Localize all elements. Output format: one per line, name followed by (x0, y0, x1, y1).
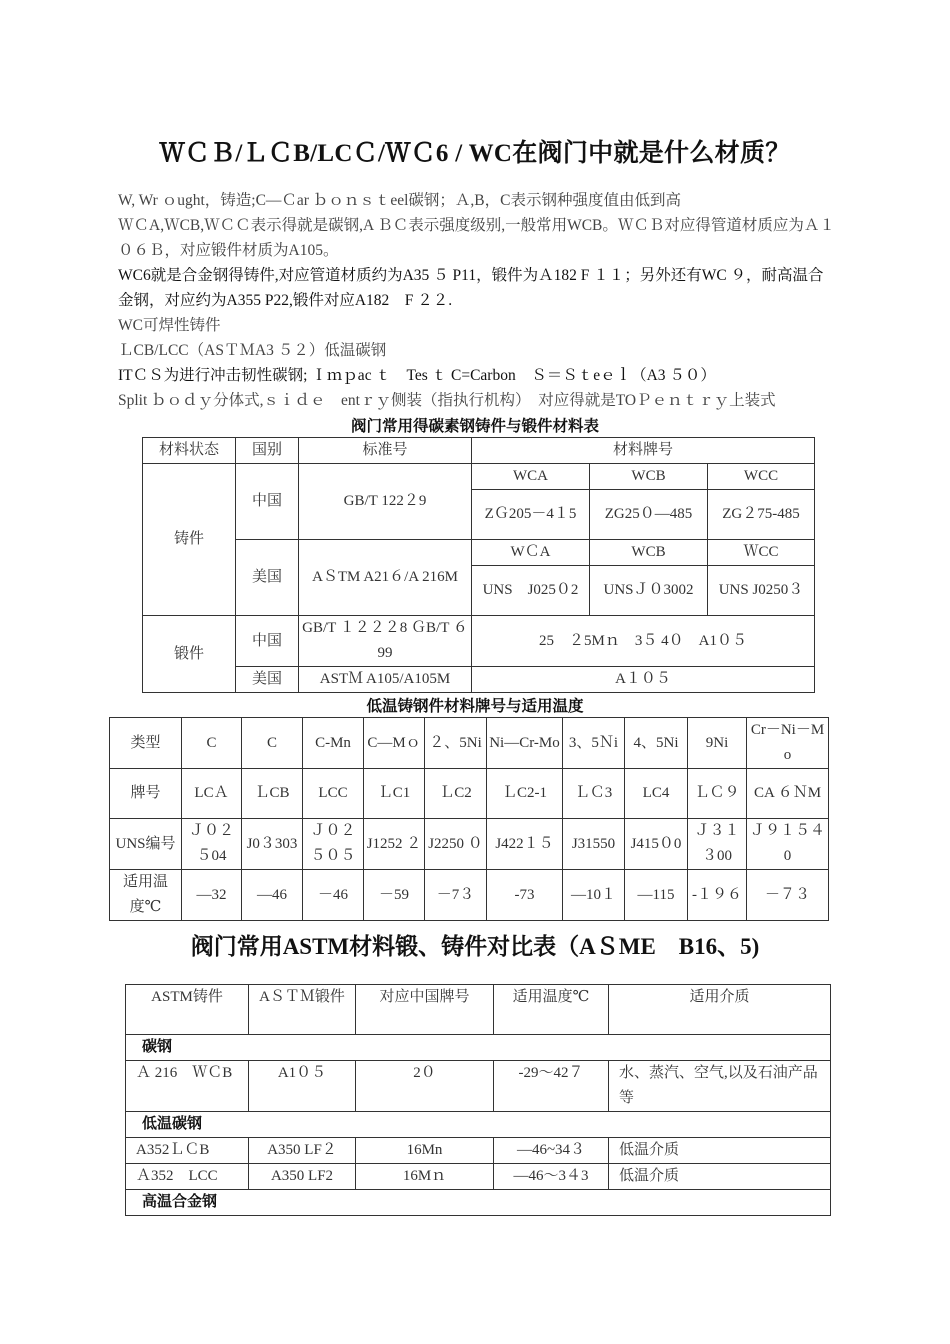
paragraph-1: W, Wr ｏught，铸造;C—Ｃar ｂｏｎｓｔeel碳钢；Ａ,B，C表示钢种强度值由低到高 (118, 192, 681, 209)
data-cell: 低温介质 (609, 1164, 831, 1190)
standard-cell: GB/T １２２２8 ＧB/T ６99 (299, 616, 472, 667)
intro-text (118, 188, 836, 413)
data-cell: —46~34３ (494, 1138, 609, 1164)
grade-cell: UNS J025０2 (472, 566, 590, 616)
grade-cell: ＬC1 (364, 769, 425, 819)
header-cell: 对应中国牌号 (356, 985, 494, 1035)
type-cell: ２、5Ni (425, 718, 487, 769)
data-cell: —46～3４3 (494, 1164, 609, 1190)
data-cell: -29～42７ (494, 1061, 609, 1112)
table3-heading: 阀门常用ASTM材料锻、铸件对比表（AＳME B16、5) (190, 934, 760, 959)
table-row (126, 1061, 831, 1112)
country-cell: 美国 (236, 540, 299, 616)
grade-cell: ＬＣ3 (563, 769, 625, 819)
table-row (126, 1138, 831, 1164)
standard-cell: GB/T 122２9 (299, 464, 472, 540)
grade-header: ＷCC (708, 540, 815, 566)
un-cell: J422１５ (487, 819, 563, 870)
type-cell: Ni—Cr-Mo (487, 718, 563, 769)
header-cell: 适用介质 (609, 985, 831, 1035)
section-header: 高温合金钢 (126, 1190, 831, 1216)
type-cell: C—Mｏ (364, 718, 425, 769)
row-label: UNS编号 (110, 819, 182, 870)
paragraph-7: Split ｂｏｄｙ分体式,ｓｉｄｅ entｒｙ侧装（指执行机构） 对应得就是TOＰｅｎｔｒｙ上装式 (118, 392, 776, 409)
country-cell: 美国 (236, 667, 299, 693)
grade-header: WCA (472, 464, 590, 490)
header-cell: 标准号 (299, 438, 472, 464)
country-cell: 中国 (236, 464, 299, 540)
grade-cell: ZＧ205－4１5 (472, 490, 590, 540)
temp-cell: —115 (625, 870, 688, 921)
grade-cell: UNS J0250３ (708, 566, 815, 616)
temp-cell: -１９６ (688, 870, 747, 921)
standard-cell: AＳTM A21６/A 216M (299, 540, 472, 616)
forging-label: 锻件 (143, 616, 236, 693)
un-cell: Ｊ０２５04 (182, 819, 242, 870)
grade-header: WＣA (472, 540, 590, 566)
standard-cell: ASTＭ A105/A105M (299, 667, 472, 693)
carbon-steel-table (142, 437, 815, 693)
header-cell: ASTM铸件 (126, 985, 249, 1035)
type-cell: C (242, 718, 303, 769)
casting-label: 铸件 (143, 464, 236, 616)
temp-cell: －7３ (425, 870, 487, 921)
temp-cell: －46 (303, 870, 364, 921)
data-cell: A350 LF２ (249, 1138, 356, 1164)
row-label: 牌号 (110, 769, 182, 819)
grade-cell: UNSＪ０3002 (590, 566, 708, 616)
type-cell: C-Mn (303, 718, 364, 769)
grade-cell: LCＡ (182, 769, 242, 819)
type-cell: C (182, 718, 242, 769)
header-cell: 国别 (236, 438, 299, 464)
temp-cell: —46 (242, 870, 303, 921)
data-cell: 16Mｎ (356, 1164, 494, 1190)
data-cell: A350 LF2 (249, 1164, 356, 1190)
grade-cell: LC4 (625, 769, 688, 819)
country-cell: 中国 (236, 616, 299, 667)
grade-cell: ＬCB (242, 769, 303, 819)
type-cell: 3、5Ｎi (563, 718, 625, 769)
un-cell: Ｊ９１５４0 (747, 819, 829, 870)
header-cell: 材料牌号 (472, 438, 815, 464)
astm-comparison-table (125, 984, 831, 1216)
un-cell: J31550 (563, 819, 625, 870)
section-header: 碳钢 (126, 1035, 831, 1061)
data-cell: 低温介质 (609, 1138, 831, 1164)
header-cell: AＳＴＭ锻件 (249, 985, 356, 1035)
data-cell: 2０ (356, 1061, 494, 1112)
temp-cell: -73 (487, 870, 563, 921)
data-cell: 水、蒸汽、空气,以及石油产品等 (609, 1061, 831, 1112)
grade-cell: A１０５ (472, 667, 815, 693)
table2-caption: 低温铸钢件材料牌号与适用温度 (366, 698, 584, 715)
data-cell: Ａ352 LCC (126, 1164, 249, 1190)
un-cell: Ｊ３１３00 (688, 819, 747, 870)
type-cell: Cr－Ni－Mo (747, 718, 829, 769)
grade-cell: ＬC2-1 (487, 769, 563, 819)
table-row (126, 1164, 831, 1190)
grade-header: WCB (590, 540, 708, 566)
temp-cell: －59 (364, 870, 425, 921)
data-cell: A352ＬＣB (126, 1138, 249, 1164)
grade-cell: LCC (303, 769, 364, 819)
paragraph-5: ＬCB/LCC（ASＴＭA3 ５２）低温碳钢 (118, 342, 387, 359)
grade-cell: ZG25０—485 (590, 490, 708, 540)
grade-header: WCB (590, 464, 708, 490)
section-header: 低温碳钢 (126, 1112, 831, 1138)
un-cell: J2250 ０ (425, 819, 487, 870)
un-cell: J1252 ２ (364, 819, 425, 870)
grade-cell: CA ６ＮM (747, 769, 829, 819)
header-cell: 适用温度℃ (494, 985, 609, 1035)
temp-cell: —32 (182, 870, 242, 921)
un-cell: J415０0 (625, 819, 688, 870)
header-cell: 材料状态 (143, 438, 236, 464)
type-cell: 4、5Ni (625, 718, 688, 769)
low-temp-steel-table (109, 717, 829, 921)
data-cell: Ａ 216 ＷＣB (126, 1061, 249, 1112)
grade-header: WCC (708, 464, 815, 490)
paragraph-6: ITＣＳ为进行冲击韧性碳钢; Ｉｍｐac ｔ Tes ｔ C=Carbon Ｓ＝Ｓｔeｅｌ（A3 ５０） (118, 367, 716, 384)
data-cell: A1０５ (249, 1061, 356, 1112)
un-cell: J0３303 (242, 819, 303, 870)
temp-cell: —10１ (563, 870, 625, 921)
table1-caption: 阀门常用得碳素钢铸件与锻件材料表 (350, 418, 599, 435)
un-cell: Ｊ０２５０５ (303, 819, 364, 870)
grade-cell: 25 ２5Mｎ 3５ 4０ A1０５ (472, 616, 815, 667)
data-cell: 16Mn (356, 1138, 494, 1164)
row-label: 类型 (110, 718, 182, 769)
grade-cell: ＬC2 (425, 769, 487, 819)
paragraph-2: ＷＣA,ＷCB,ＷＣＣ表示得就是碳钢,A ＢＣ表示强度级别,一般常用WCB。ＷＣＢ对应得管道材质应为Ａ１０６Ｂ，对应锻件材质为A105。 (118, 217, 835, 259)
paragraph-4: WC可焊性铸件 (118, 317, 221, 334)
page-title: ＷＣＢ/ＬＣB/LCＣ/ＷＣ6 / WC在阀门中就是什么材质？ (159, 140, 791, 167)
grade-cell: ＬＣ９ (688, 769, 747, 819)
type-cell: 9Ni (688, 718, 747, 769)
paragraph-3: WC6就是合金钢得铸件,对应管道材质约为A35 ５ P11，锻件为Ａ182 F １１；另外还有WC ９，耐高温合金钢，对应约为A355 P22,锻件对应A182 F ２２. (118, 267, 824, 309)
temp-cell: －７３ (747, 870, 829, 921)
row-label: 适用温度℃ (110, 870, 182, 921)
grade-cell: ZG２75-485 (708, 490, 815, 540)
